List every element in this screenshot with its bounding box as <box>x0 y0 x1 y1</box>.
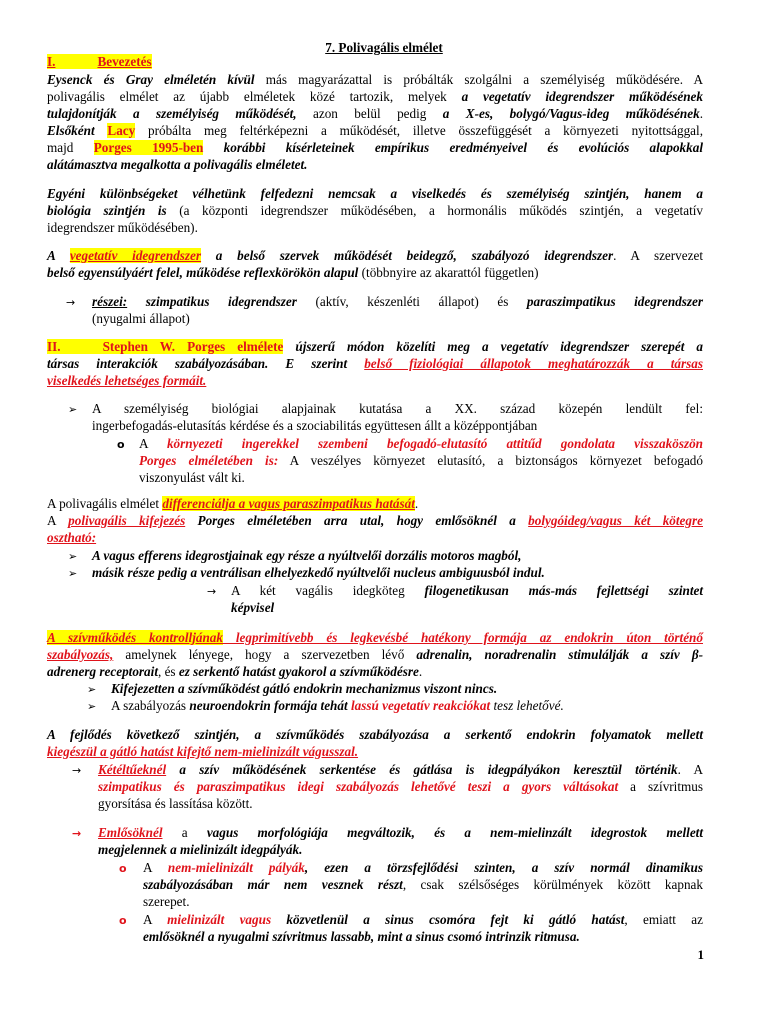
section-1-heading: I. Bevezetés <box>47 54 152 69</box>
arrow-item-1-line-1: A két vagális idegköteg filogenetikusan más-más fejlettségi szintet <box>231 583 704 598</box>
bullet-3: másik része pedig a ventrálisan elhelyezkedő nyúltvelői nucleus ambiguusból indul. <box>92 565 545 580</box>
arrow-item-2-line-3: gyorsítása és lassítása között. <box>98 796 253 811</box>
bullet-arrow-icon: ➢ <box>68 567 78 580</box>
sub-bullet-2-line-3: szerepet. <box>143 894 190 909</box>
page-number: 1 <box>697 947 704 962</box>
intro-line-2: polivagális elmélet az újabb elméletek közé tartozik, melyek a vegetatív idegrendszer működésének <box>47 89 704 104</box>
p8-line-1: A fejlődés következő szintjén, a szívműködés szabályozása a serkentő endokrin folyamatok mellett <box>47 727 703 742</box>
parts-line-2: (nyugalmi állapot) <box>92 311 190 326</box>
intro-line-3: tulajdonítják a személyiség működését, azon belül pedig a X-es, bolygó/Vagus-ideg működésének. <box>47 106 703 121</box>
sub-bullet-2-line-1: A nem-mielinizált pályák, ezen a törzsfejlődési szinten, a szív normál dinamikus <box>143 860 704 875</box>
arrow-item-2-line-2: szimpatikus és paraszimpatikus idegi szabályozás lehetővé teszi a gyors váltásokat a szívritmus <box>98 779 703 794</box>
section-2-heading: II. Stephen W. Porges elmélete újszerű módon közelíti meg a vegetatív idegrendszer szerepét a <box>47 339 703 354</box>
sub-bullet-1-line-3: viszonyulást vált ki. <box>139 470 245 485</box>
p7-line-3: adrenerg receptorait, és ez serkentő hatást gyakorol a szívműködésre. <box>47 664 423 679</box>
bullet-5: A szabályozás neuroendokrin formája tehát lassú vegetatív reakciókat tesz lehetővé. <box>111 698 564 713</box>
arrow-icon: → <box>207 585 217 598</box>
sub-bullet-2-line-2: szabályozásában már nem vesznek részt, csak szélsőséges körülmények között kapnak <box>143 877 703 892</box>
p2-line-3: idegrendszer működésében). <box>47 220 198 235</box>
intro-line-1: Eysenck és Gray elméletén kívül más magyarázattal is próbálták szolgálni a személyiség működésére. A <box>47 72 704 87</box>
bullet-arrow-icon: ➢ <box>87 683 97 696</box>
arrow-icon: → <box>72 764 82 777</box>
circle-bullet-icon: o <box>117 438 125 451</box>
bullet-arrow-icon: ➢ <box>68 403 78 416</box>
arrow-icon: → <box>72 827 82 840</box>
arrow-item-1-line-2: képvisel <box>231 600 275 615</box>
bullet-1-line-1: A személyiség biológiai alapjainak kutatása a XX. század közepén lendült fel: <box>92 401 703 416</box>
arrow-item-3-line-1: Emlősöknél a vagus morfológiája megváltozik, és a nem-mielinzált idegrostok mellett <box>98 825 703 840</box>
page-title: 7. Polivagális elmélet <box>325 40 443 55</box>
sub-bullet-1-line-1: A környezeti ingerekkel szembeni befogadó-elutasító attitűd gondolata visszaköszön <box>139 436 704 451</box>
p2-line-1: Egyéni különbségeket vélhetünk felfedezni nemcsak a viselkedés és személyiség szintjén, hanem a <box>47 186 703 201</box>
p5-line: A polivagális elmélet differenciálja a vagus paraszimpatikus hatását. <box>47 496 419 511</box>
p3-line-2: belső egyensúlyáért felel, működése reflexkörökön alapul (többnyire az akarattól független) <box>47 265 539 280</box>
p7-line-2: szabályozás, amelynek lényege, hogy a szervezetben lévő adrenalin, noradrenalin stimulálják a szív β- <box>47 647 703 662</box>
bullet-arrow-icon: ➢ <box>68 550 78 563</box>
s2-line-2: társas interakciók szabályozásában. E szerint belső fiziológiai állapotok meghatározzák a társas <box>47 356 703 371</box>
arrow-item-3-line-2: megjelennek a mielinizált idegpályák. <box>98 842 303 857</box>
p7-line-1: A szívműködés kontrolljának legprimitívebb és legkevésbé hatékony formája az endokrin úton történő <box>47 630 703 645</box>
intro-line-6: alátámasztva megalkotta a polivagális elméletet. <box>47 157 308 172</box>
p6-line-1: A polivagális kifejezés Porges elméletében arra utal, hogy emlősöknél a bolygóideg/vagus két kötegre <box>47 513 703 528</box>
circle-bullet-icon: o <box>119 862 127 875</box>
bullet-4: Kifejezetten a szívműködést gátló endokrin mechanizmus viszont nincs. <box>111 681 498 696</box>
sub-bullet-3-line-1: A mielinizált vagus közvetlenül a sinus csomóra fejt ki gátló hatást, emiatt az <box>143 912 703 927</box>
p8-line-2: kiegészül a gátló hatást kifejtő nem-mielinizált vágusszal. <box>47 744 359 759</box>
parts-line-1: részei: szimpatikus idegrendszer (aktív, készenléti állapot) és paraszimpatikus idegrendszer <box>92 294 704 309</box>
s2-line-3: viselkedés lehetséges formáit. <box>47 373 207 388</box>
p2-line-2: biológia szintjén is (a központi idegrendszer működésében, a hormonális működés szintjén, a vegetatív <box>47 203 703 218</box>
p6-line-2: osztható: <box>47 530 97 545</box>
bullet-2: A vagus efferens idegrostjainak egy része a nyúltvelői dorzális motoros magból, <box>92 548 522 563</box>
arrow-icon: → <box>66 296 76 309</box>
p3-line-1: A vegetatív idegrendszer a belső szervek működését beidegző, szabályozó idegrendszer. A szervezet <box>47 248 703 263</box>
sub-bullet-1-line-2: Porges elméletében is: A veszélyes környezet elutasító, a biztonságos környezet befogadó <box>139 453 703 468</box>
intro-line-4: Elsőként Lacy próbálta meg feltérképezni a működését, illetve összefüggését a környezeti nyitottsággal, <box>47 123 703 138</box>
bullet-arrow-icon: ➢ <box>87 700 97 713</box>
intro-line-5: majd Porges 1995-ben korábbi kísérleteinek empírikus eredményeivel és evolúciós alapokkal <box>47 140 703 155</box>
circle-bullet-icon: o <box>119 914 127 927</box>
bullet-1-line-2: ingerbefogadás-elutasítás kérdése és a szociabilitás együttesen állt a középpontjában <box>92 418 538 433</box>
sub-bullet-3-line-2: emlősöknél a nyugalmi szívritmus lassabb, mint a sinus csomó intrinzik ritmusa. <box>143 929 580 944</box>
arrow-item-2-line-1: Kétéltűeknél a szív működésének serkentése és gátlása is idegpályákon keresztül történik. A <box>98 762 703 777</box>
